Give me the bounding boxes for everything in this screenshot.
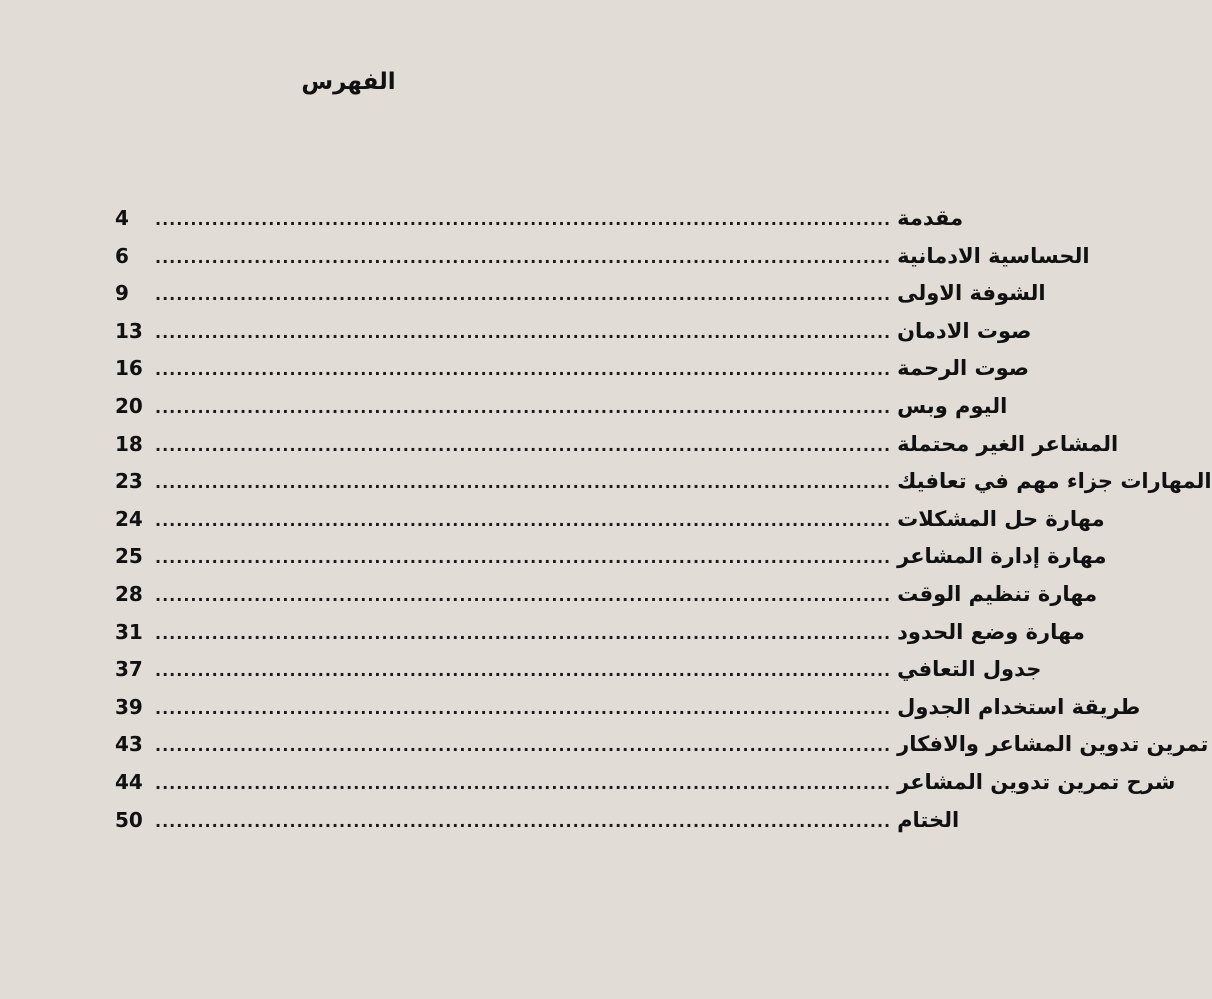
toc-page-number: 6 (115, 243, 129, 268)
toc-entry-label: صوت الادمان (897, 318, 1032, 343)
toc-entry (115, 726, 1209, 764)
toc-entry-label: مهارة إدارة المشاعر (897, 544, 1107, 569)
toc-page-number: 28 (115, 581, 143, 606)
toc-leader-dots: ........................................................................................................ (155, 360, 892, 380)
toc-entry (115, 350, 1030, 388)
toc-page-number: 24 (115, 506, 143, 531)
toc-entry (115, 614, 1085, 652)
toc-leader-dots: ........................................................................................................ (155, 397, 892, 417)
toc-entry (115, 313, 1032, 351)
toc-entry (115, 238, 1090, 276)
toc-entry (115, 764, 1176, 802)
toc-page-number: 13 (115, 318, 143, 343)
toc-entry (115, 426, 1119, 464)
toc-leader-dots: ........................................................................................................ (155, 698, 892, 718)
toc-leader-dots: ........................................................................................................ (155, 510, 892, 530)
toc-entry (115, 463, 1212, 501)
toc-entry-label: مهارة حل المشكلات (897, 506, 1105, 531)
toc-entry (115, 651, 1042, 689)
toc-page-number: 16 (115, 356, 143, 381)
toc-page-number: 4 (115, 206, 129, 230)
toc-entry-label: مهارة تنظيم الوقت (897, 581, 1098, 606)
toc-entry-label: طريقة استخدام الجدول (897, 694, 1141, 719)
toc-page-number: 37 (115, 657, 143, 682)
toc-page-number: 31 (115, 619, 143, 644)
toc-leader-dots: ........................................................................................................ (155, 585, 892, 605)
toc-entry-label: تمرين تدوين المشاعر والافكار (897, 732, 1209, 757)
toc-leader-dots: ........................................................................................................ (155, 548, 892, 568)
toc-entry (115, 200, 964, 238)
toc-leader-dots: ........................................................................................................ (155, 322, 892, 342)
toc-entry-label: اليوم وبس (897, 393, 1008, 418)
page-title: الفهرس (301, 69, 396, 95)
toc-leader-dots: ........................................................................................................ (155, 247, 892, 267)
toc-entry-label: المشاعر الغير محتملة (897, 431, 1119, 456)
toc-page-number: 23 (115, 469, 143, 494)
toc-page-number: 9 (115, 281, 129, 306)
toc-leader-dots: ........................................................................................................ (155, 210, 892, 229)
toc-entry-label: جدول التعافي (897, 657, 1042, 682)
toc-page-number: 20 (115, 393, 143, 418)
toc-entry-label: المهارات جزاء مهم في تعافيك (897, 469, 1212, 494)
toc-leader-dots: ........................................................................................................ (155, 773, 892, 793)
toc-entry-label: الختام (897, 807, 960, 832)
toc-entry-label: شرح تمرين تدوين المشاعر (897, 769, 1176, 794)
toc-entry-label: مهارة وضع الحدود (897, 619, 1085, 644)
toc-page-number: 43 (115, 732, 143, 757)
toc-entry-label: الشوفة الاولى (897, 281, 1046, 306)
toc-entry (115, 501, 1105, 539)
toc-leader-dots: ........................................................................................................ (155, 661, 892, 681)
table-of-contents (115, 200, 1212, 839)
toc-page-number: 50 (115, 807, 143, 832)
toc-leader-dots: ........................................................................................................ (155, 473, 892, 493)
toc-leader-dots: ........................................................................................................ (155, 623, 892, 643)
toc-page-number: 39 (115, 694, 143, 719)
toc-entry (115, 576, 1098, 614)
toc-entry-label: صوت الرحمة (897, 356, 1030, 381)
toc-page-number: 44 (115, 769, 143, 794)
toc-entry-label: الحساسية الادمانية (897, 243, 1090, 268)
toc-entry (115, 275, 1046, 313)
toc-leader-dots: ........................................................................................................ (155, 811, 892, 831)
toc-entry (115, 538, 1107, 576)
toc-entry (115, 802, 960, 840)
toc-leader-dots: ........................................................................................................ (155, 435, 892, 455)
toc-page-number: 25 (115, 544, 143, 569)
toc-leader-dots: ........................................................................................................ (155, 285, 892, 305)
toc-entry-label: مقدمة (897, 206, 964, 230)
toc-page-number: 18 (115, 431, 143, 456)
toc-entry (115, 689, 1141, 727)
toc-entry (115, 388, 1008, 426)
toc-leader-dots: ........................................................................................................ (155, 736, 892, 756)
